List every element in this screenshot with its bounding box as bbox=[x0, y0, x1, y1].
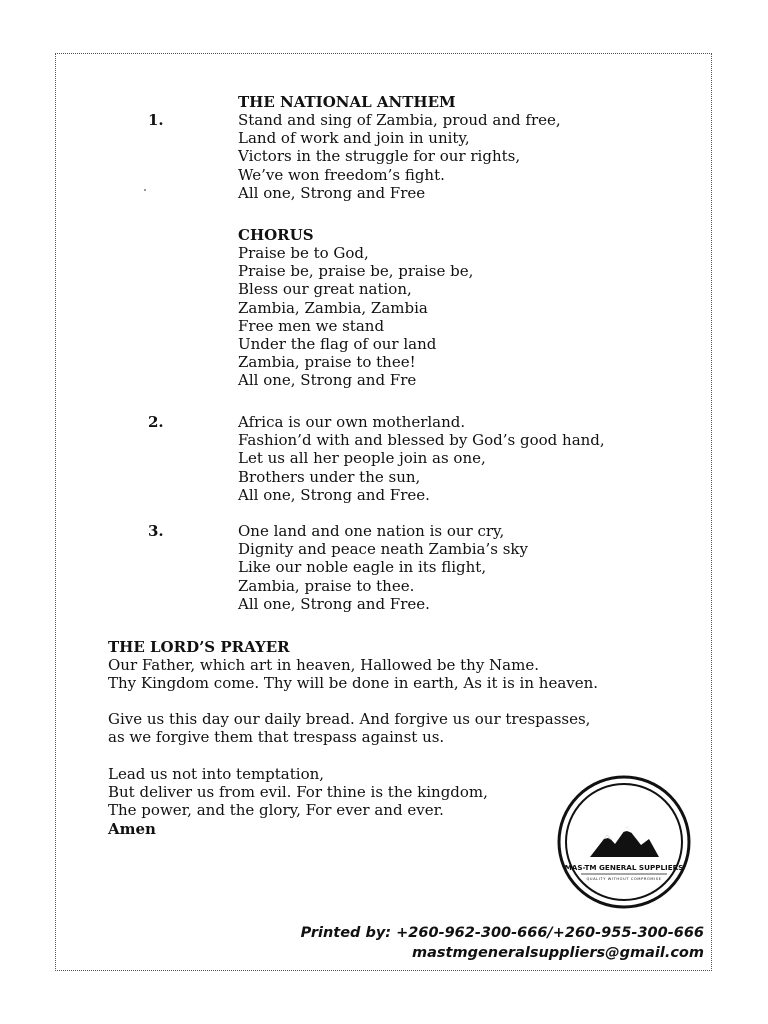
verse-1 bbox=[238, 111, 561, 202]
verse-line: Fashion’d with and blessed by God’s good hand, bbox=[238, 431, 605, 450]
prayer-paragraph-1 bbox=[108, 656, 598, 692]
chorus-line: Zambia, Zambia, Zambia bbox=[238, 298, 428, 317]
prayer-line: Thy Kingdom come. Thy will be done in earth, As it is in heaven. bbox=[108, 674, 599, 693]
chorus-line: Free men we stand bbox=[238, 316, 385, 335]
chorus-line: Praise be, praise be, praise be, bbox=[238, 262, 474, 281]
verse-line: Africa is our own motherland. bbox=[238, 413, 466, 431]
chorus-line: All one, Strong and Fre bbox=[238, 371, 417, 390]
chorus bbox=[238, 244, 473, 390]
anthem-title: THE NATIONAL ANTHEM bbox=[238, 93, 456, 111]
prayer-line: But deliver us from evil. For thine is the kingdom, bbox=[108, 783, 488, 802]
verse-2 bbox=[238, 413, 605, 504]
prayer-line: The power, and the glory, For ever and ever. bbox=[108, 801, 444, 820]
verse-line: Dignity and peace neath Zambia’s sky bbox=[238, 540, 528, 559]
prayer-line: Our Father, which art in heaven, Hallowed be thy Name. bbox=[108, 656, 539, 674]
verse-3 bbox=[238, 522, 528, 613]
verse-line: Victors in the struggle for our rights, bbox=[238, 147, 521, 166]
chorus-line: Bless our great nation, bbox=[238, 280, 412, 299]
verse-line: Zambia, praise to thee. bbox=[238, 576, 415, 595]
chorus-title: CHORUS bbox=[238, 226, 314, 244]
verse-line: Stand and sing of Zambia, proud and free, bbox=[238, 111, 561, 129]
logo-tagline: QUALITY WITHOUT COMPROMISE bbox=[586, 877, 662, 881]
prayer-paragraph-2 bbox=[108, 710, 590, 746]
verse-1-number: 1. bbox=[148, 111, 164, 129]
chorus-line: Praise be to God, bbox=[238, 244, 369, 262]
printed-by-phone: Printed by: +260-962-300-666/+260-955-300-666 bbox=[300, 925, 704, 941]
verse-line: All one, Strong and Free. bbox=[238, 485, 430, 504]
verse-2-number: 2. bbox=[148, 413, 164, 431]
chorus-line: Zambia, praise to thee! bbox=[238, 353, 416, 372]
printer-email: mastmgeneralsuppliers@gmail.com bbox=[412, 945, 704, 961]
logo-name: MAS-TM GENERAL SUPPLIERS bbox=[564, 863, 684, 872]
chorus-line: Under the flag of our land bbox=[238, 335, 437, 354]
verse-line: All one, Strong and Free. bbox=[238, 594, 430, 613]
verse-line: All one, Strong and Free bbox=[238, 183, 426, 202]
prayer-title: THE LORD’S PRAYER bbox=[108, 638, 290, 656]
prayer-amen: Amen bbox=[108, 820, 156, 838]
company-logo bbox=[557, 775, 691, 909]
printer-credit bbox=[301, 923, 704, 963]
verse-line: Like our noble eagle in its flight, bbox=[238, 558, 487, 577]
verse-line: Brothers under the sun, bbox=[238, 467, 421, 486]
verse-3-number: 3. bbox=[148, 522, 164, 540]
prayer-paragraph-3 bbox=[108, 765, 488, 820]
stray-dot bbox=[144, 189, 146, 191]
prayer-line: Give us this day our daily bread. And forgive us our trespasses, bbox=[108, 710, 591, 728]
verse-line: Let us all her people join as one, bbox=[238, 449, 486, 468]
verse-line: Land of work and join in unity, bbox=[238, 129, 470, 148]
verse-line: We’ve won freedom’s fight. bbox=[238, 165, 445, 184]
verse-line: One land and one nation is our cry, bbox=[238, 522, 505, 540]
prayer-line: Lead us not into temptation, bbox=[108, 765, 325, 783]
prayer-line: as we forgive them that trespass against us. bbox=[108, 728, 445, 747]
